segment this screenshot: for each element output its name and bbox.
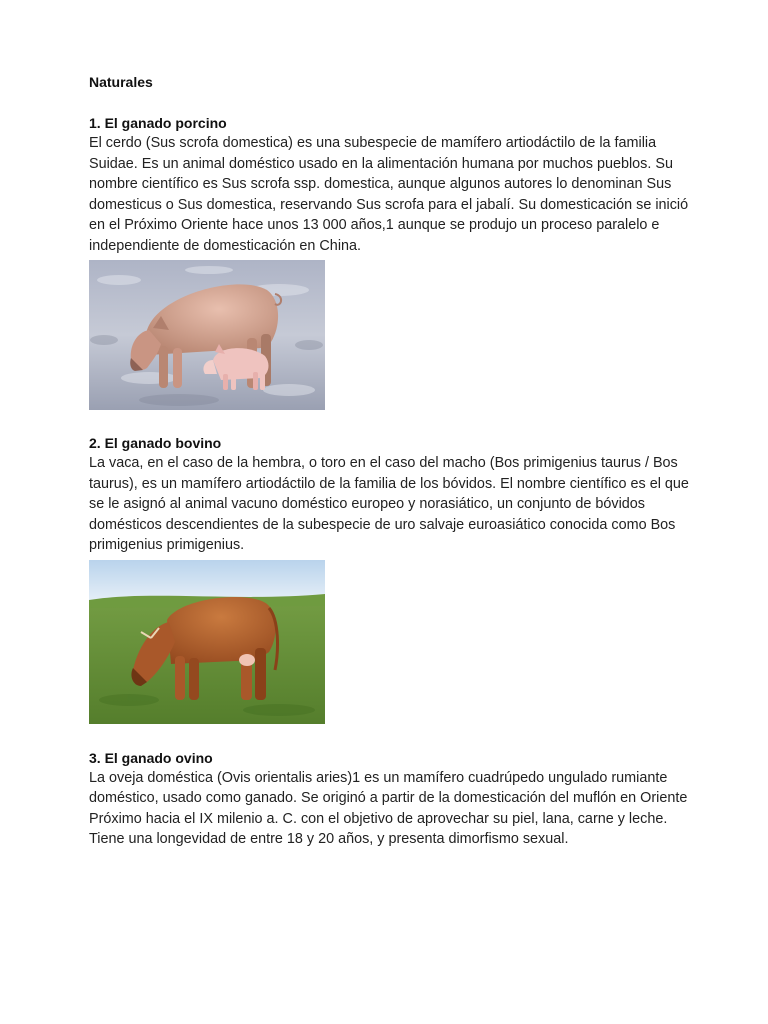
- section-heading: 2. El ganado bovino: [89, 435, 222, 451]
- section-bovino: [89, 433, 689, 724]
- pig-photo: [89, 260, 325, 410]
- document-title: Naturales: [89, 74, 153, 90]
- document-page: [89, 72, 689, 874]
- section-body: La oveja doméstica (Ovis orientalis aries)1 es un mamífero cuadrúpedo ungulado rumiante doméstico, usado como ganado. Se originó a partir de la domesticación del muflón en Oriente Próximo hacia el IX milenio a. C. con el objetivo de aprovechar su piel, lana, carne y leche. Tiene una longevidad de entre 18 y 20 años, y presenta dimorfismo sexual.: [89, 769, 688, 847]
- pig-illustration: [89, 260, 325, 410]
- cow-illustration: [89, 560, 325, 724]
- section-ovino: [89, 748, 689, 850]
- cow-photo: [89, 560, 325, 724]
- section-body: La vaca, en el caso de la hembra, o toro en el caso del macho (Bos primigenius taurus / Bos taurus), es un mamífero artiodáctilo de la familia de los bóvidos. El nombre científico es el que se le asignó al animal vacuno doméstico europeo y norasiático, un conjunto de bóvidos domésticos descendientes de la subespecie de uro salvaje euroasiático conocida como Bos primigenius primigenius.: [89, 455, 689, 553]
- section-body: El cerdo (Sus scrofa domestica) es una subespecie de mamífero artiodáctilo de la familia Suidae. Es un animal doméstico usado en la alimentación humana por muchos pueblos. Su nombre científico es Sus scrofa ssp. domestica, aunque algunos autores lo denominan Sus domesticus o Sus domestica, reservando Sus scrofa para el jabalí. Su domesticación se inició en el Próximo Oriente hace unos 13 000 años,1 aunque se produjo un proceso paralelo e independiente de domesticación en China.: [89, 135, 689, 254]
- section-heading: 1. El ganado porcino: [89, 115, 227, 131]
- section-heading: 3. El ganado ovino: [89, 749, 213, 766]
- section-porcino: [89, 113, 689, 410]
